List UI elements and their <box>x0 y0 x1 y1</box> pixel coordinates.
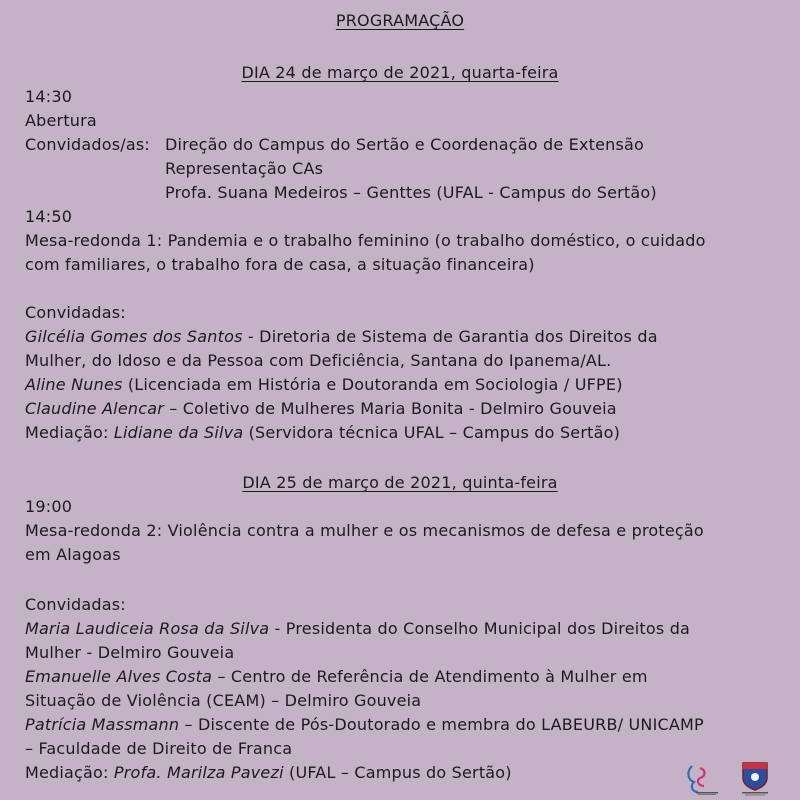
mediator-desc: (Servidora técnica UFAL – Campus do Sertão) <box>243 423 621 442</box>
day2-participant-1 <box>25 618 690 640</box>
participant-desc: - Presidenta do Conselho Municipal dos Direitos da <box>269 619 691 638</box>
day1-panel-title: Mesa-redonda 1: Pandemia e o trabalho feminino (o trabalho doméstico, o cuidado <box>25 231 706 250</box>
participant-desc: – Discente de Pós-Doutorado e membra do LABEURB/ UNICAMP <box>179 715 704 734</box>
participant-desc: (Licenciada em História e Doutoranda em Sociologia / UFPE) <box>122 375 623 394</box>
mediator-name: Lidiane da Silva <box>113 423 244 442</box>
participant-name: Gilcélia Gomes dos Santos <box>25 327 243 346</box>
day2-time: 19:00 <box>25 497 73 516</box>
day1-panel-title-cont: com familiares, o trabalho fora de casa, a situação financeira) <box>25 255 535 274</box>
day2-participant-2 <box>25 666 648 688</box>
ufal-logo-icon <box>738 760 772 796</box>
day2-panel-title-cont: em Alagoas <box>25 545 121 564</box>
day2-participant-3 <box>25 714 704 736</box>
day1-time-opening: 14:30 <box>25 87 73 106</box>
participant-name: Aline Nunes <box>25 375 123 394</box>
day2-heading: DIA 25 de março de 2021, quinta-feira <box>242 473 558 492</box>
participant-name: Claudine Alencar <box>25 399 164 418</box>
campus-sertao-logo-icon <box>682 762 722 796</box>
participant-name: Patrícia Massmann <box>25 715 180 734</box>
participant-name: Maria Laudiceia Rosa da Silva <box>25 619 270 638</box>
day1-participant-3 <box>25 398 617 420</box>
day2-participant-2-cont: Situação de Violência (CEAM) – Delmiro Gouveia <box>25 691 422 710</box>
day1-participant-1 <box>25 326 658 348</box>
day1-invited-label: Convidadas: <box>25 303 126 322</box>
day1-guests-label: Convidados/as: <box>25 135 150 154</box>
mediator-desc: (UFAL – Campus do Sertão) <box>283 763 512 782</box>
day2-invited-label: Convidadas: <box>25 595 126 614</box>
day2-panel-title: Mesa-redonda 2: Violência contra a mulher e os mecanismos de defesa e proteção <box>25 521 704 540</box>
mediator-name: Profa. Marilza Pavezi <box>113 763 284 782</box>
day1-guest-item: Direção do Campus do Sertão e Coordenação de Extensão <box>165 135 645 154</box>
day2-mediation <box>25 762 512 784</box>
mediation-label: Mediação: <box>25 423 114 442</box>
mediation-label: Mediação: <box>25 763 114 782</box>
participant-desc: – Coletivo de Mulheres Maria Bonita - Delmiro Gouveia <box>164 399 617 418</box>
day1-guest-item: Profa. Suana Medeiros – Genttes (UFAL - Campus do Sertão) <box>165 183 657 202</box>
day1-opening: Abertura <box>25 111 97 130</box>
day1-guest-item: Representação CAs <box>165 159 324 178</box>
day1-mediation <box>25 422 620 444</box>
day1-participant-2 <box>25 374 623 396</box>
day1-participant-1-cont: Mulher, do Idoso e da Pessoa com Deficiência, Santana do Ipanema/AL. <box>25 351 612 370</box>
day1-heading: DIA 24 de março de 2021, quarta-feira <box>241 63 559 82</box>
day2-participant-1-cont: Mulher - Delmiro Gouveia <box>25 643 235 662</box>
page-title: PROGRAMAÇÃO <box>335 11 465 30</box>
participant-name: Emanuelle Alves Costa <box>25 667 213 686</box>
day2-participant-3-cont: – Faculdade de Direito de Franca <box>25 739 293 758</box>
participant-desc: - Diretoria de Sistema de Garantia dos Direitos da <box>242 327 658 346</box>
day1-time-panel: 14:50 <box>25 207 73 226</box>
participant-desc: – Centro de Referência de Atendimento à Mulher em <box>212 667 648 686</box>
